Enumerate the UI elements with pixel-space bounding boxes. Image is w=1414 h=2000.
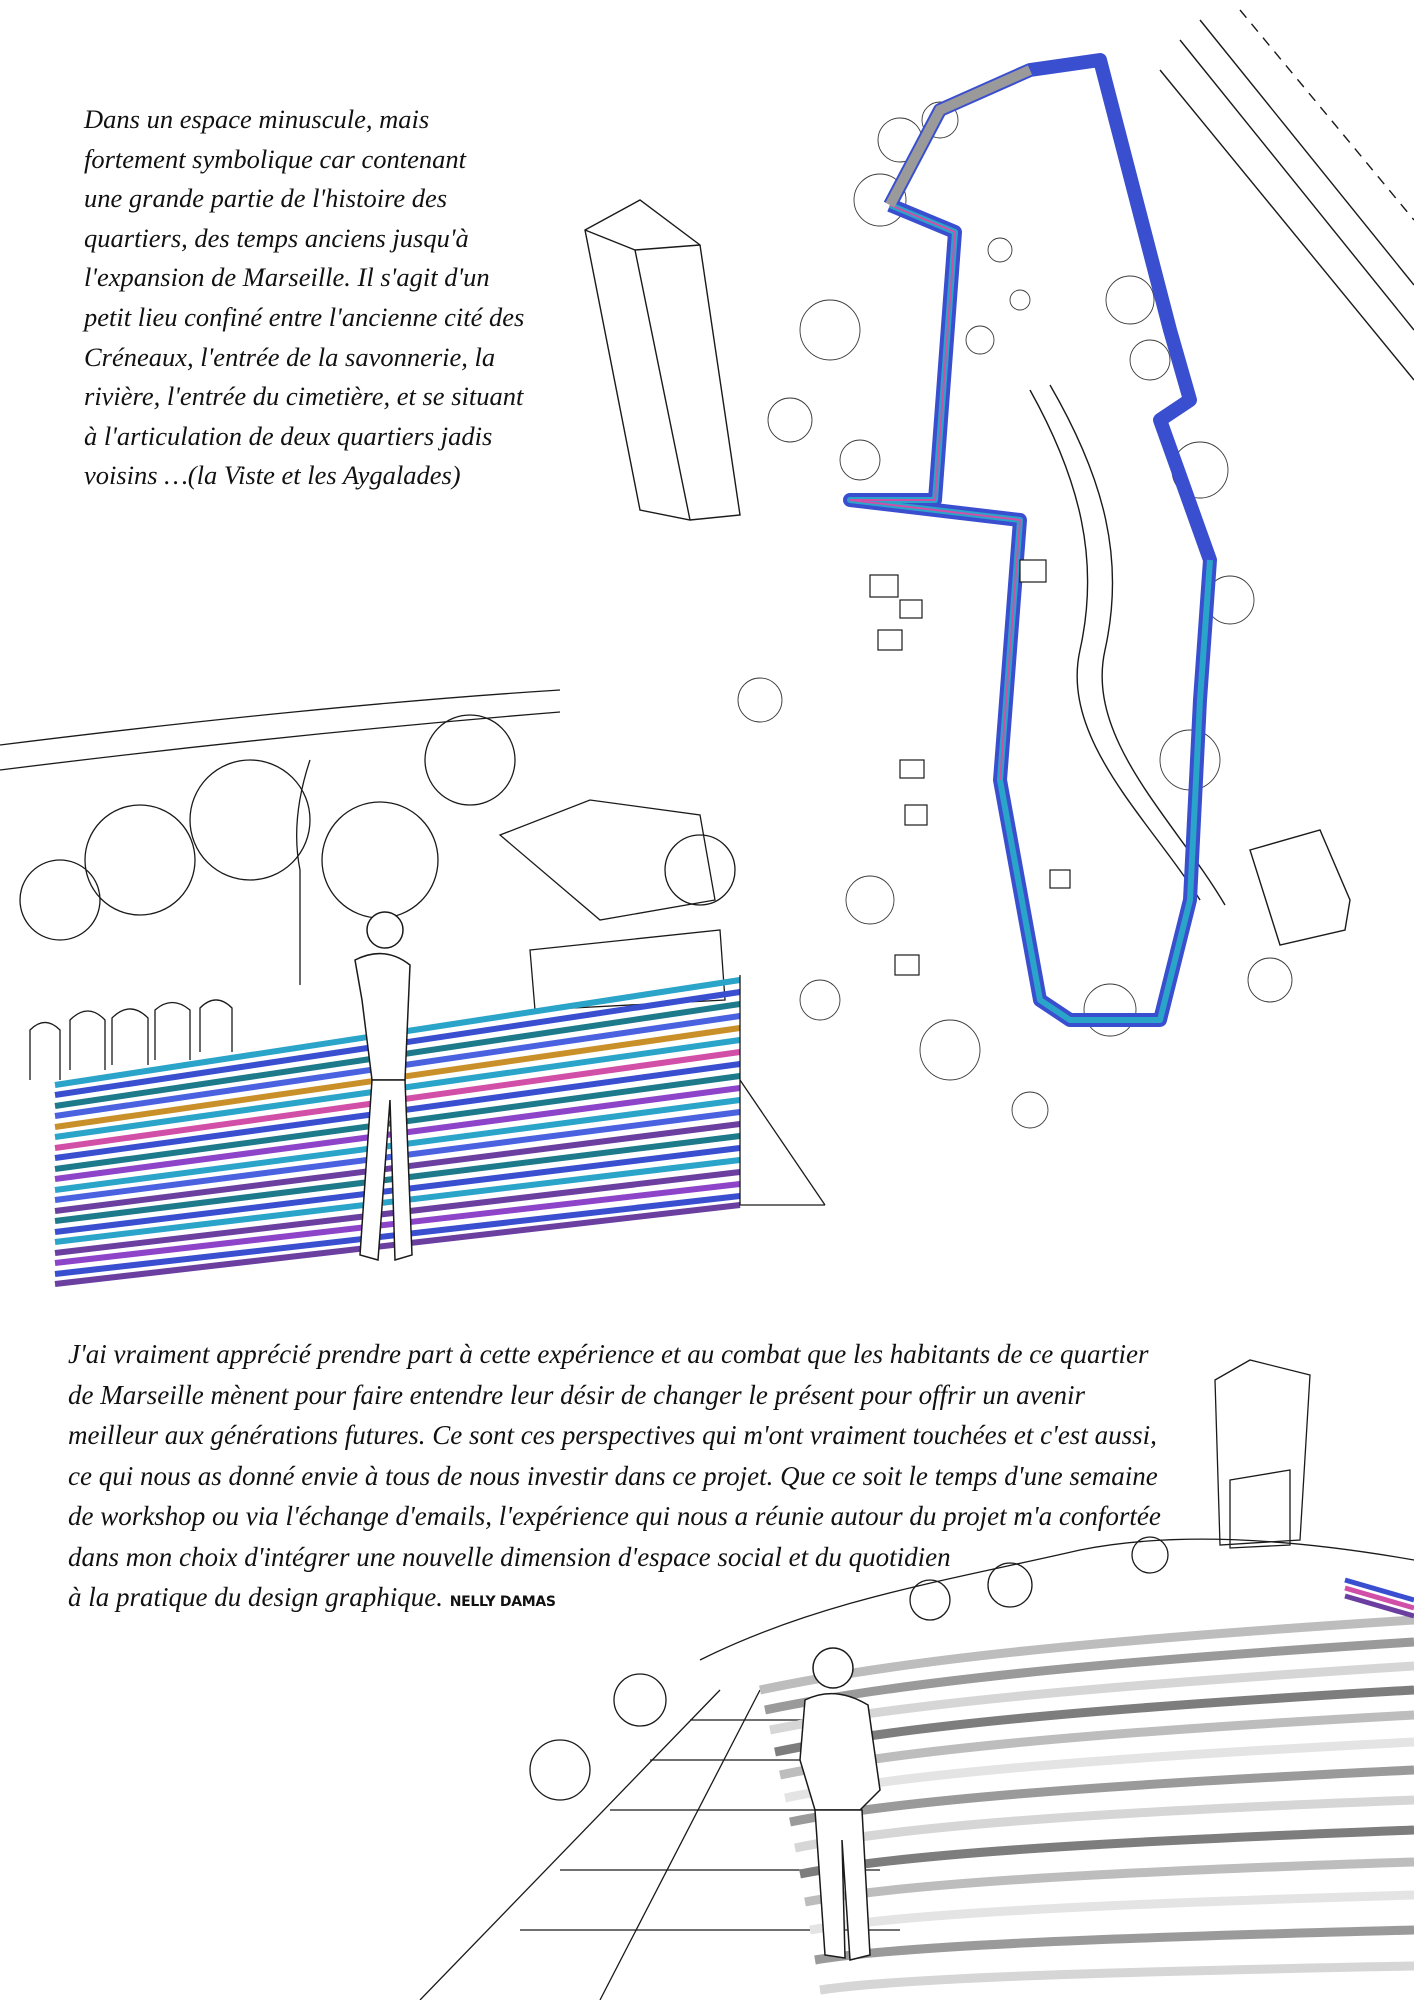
testimony-line: ce qui nous as donné envie à tous de nous investir dans ce projet. Que ce soit le temps d'une semaine [68,1460,1158,1491]
intro-line: voisins …(la Viste et les Aygalades) [84,460,461,491]
walking-person [800,1648,880,1960]
testimony-line: dans mon choix d'intégrer une nouvelle dimension d'espace social et du quotidien [68,1541,951,1572]
intro-line: quartiers, des temps anciens jusqu'à [84,222,469,253]
testimony-line: de workshop ou via l'échange d'emails, l'expérience qui nous a réunie autour du projet m'a confortée [68,1501,1161,1531]
intro-line: fortement symbolique car contenant [84,143,466,174]
intro-line: à l'articulation de deux quartiers jadis [84,420,493,451]
colored-wall-strip [1345,1580,1414,1616]
intro-line: Créneaux, l'entrée de la savonnerie, la [84,341,496,372]
testimony-line: à la pratique du design graphique. [68,1582,443,1612]
intro-line: une grande partie de l'histoire des [84,183,448,214]
intro-line: rivière, l'entrée du cimetière, et se situant [84,381,524,412]
testimony-paragraph [68,1334,1168,1623]
grey-slatted-wall [760,1620,1414,1990]
intro-line: l'expansion de Marseille. Il s'agit d'un [84,262,490,293]
testimony-last-line [68,1577,1168,1623]
author-name: NELLY DAMAS [449,1594,556,1610]
intro-line: petit lieu confiné entre l'ancienne cité des [84,301,525,332]
intro-line: Dans un espace minuscule, mais [84,104,430,134]
testimony-line: de Marseille mènent pour faire entendre leur désir de changer le présent pour offrir un avenir [68,1379,1086,1410]
testimony-line: meilleur aux générations futures. Ce sont ces perspectives qui m'ont vraiment touchées et c'est aussi, [68,1420,1157,1450]
testimony-line: J'ai vraiment apprécié prendre part à cette expérience et au combat que les habitants de ce quartier [68,1339,1149,1369]
